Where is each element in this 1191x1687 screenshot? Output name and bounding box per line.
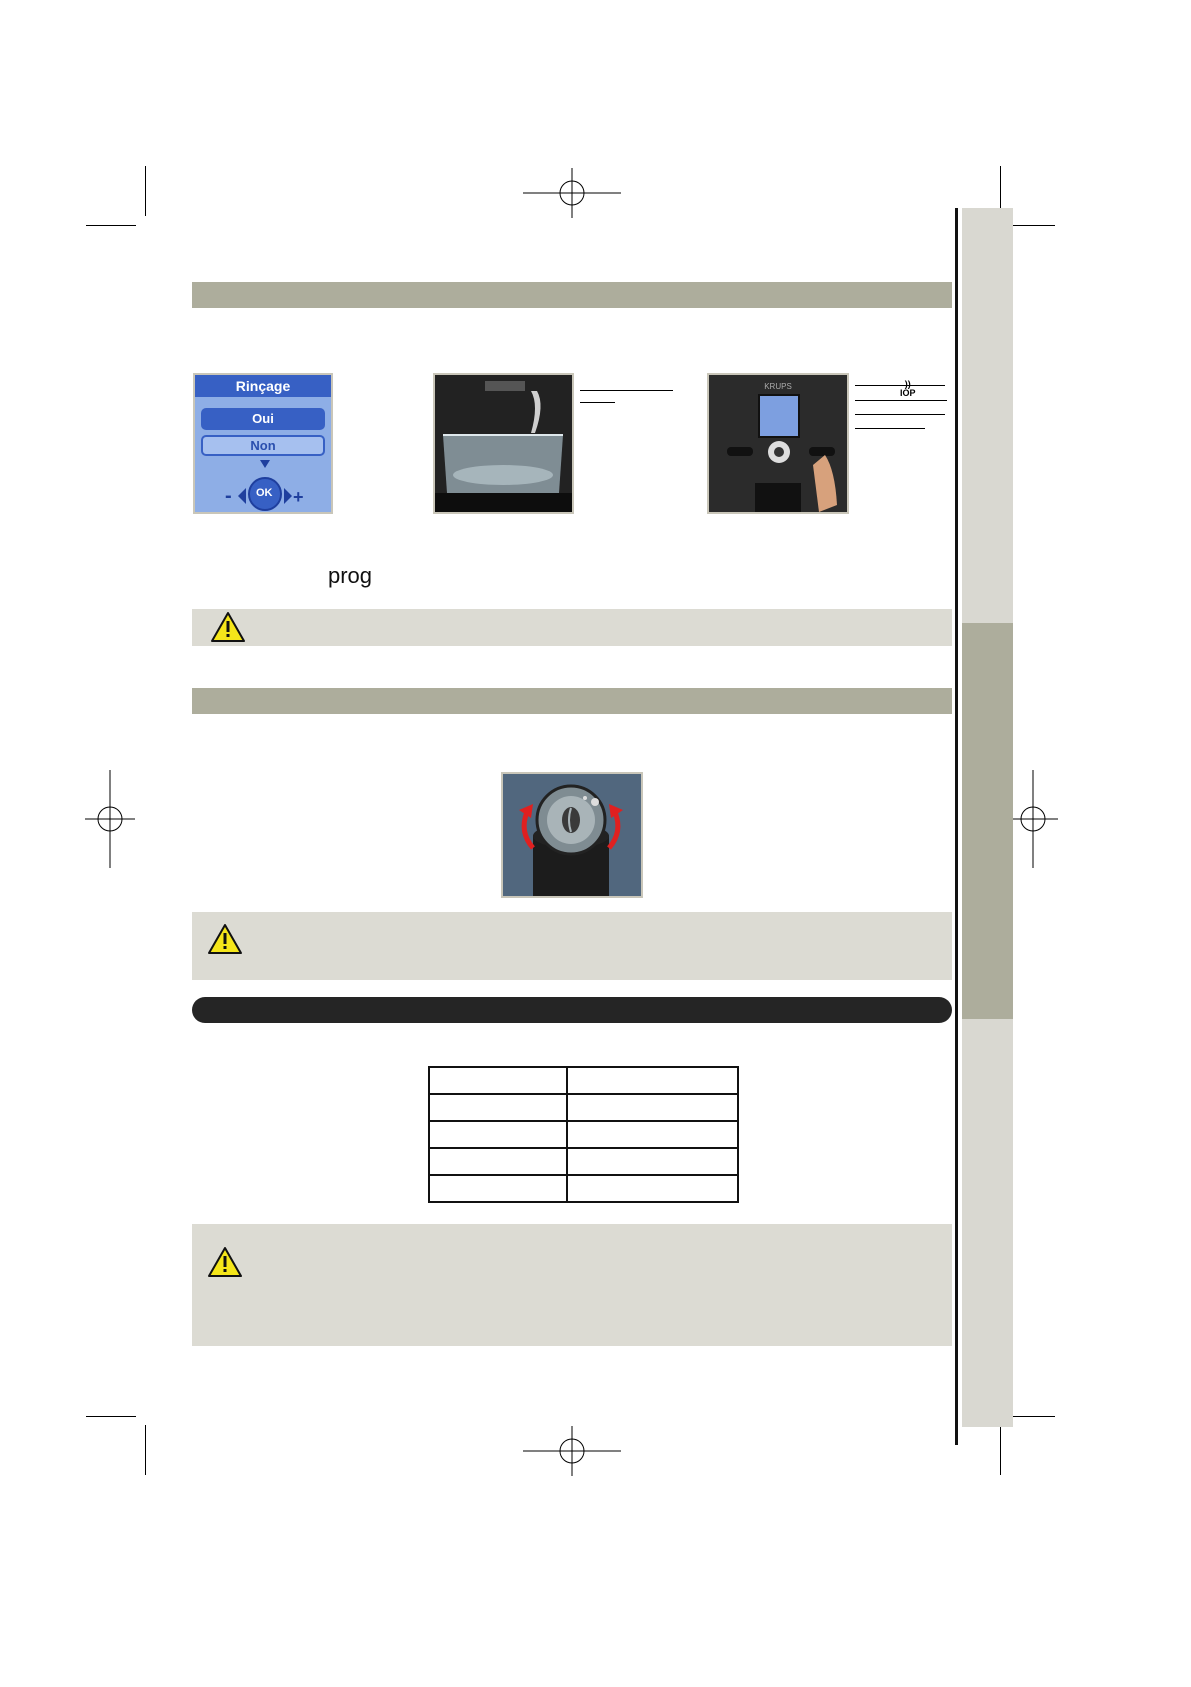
- section-bar-2: [192, 688, 952, 714]
- section-bar-1: [192, 282, 952, 308]
- steam-symbol-icon: )) IOP: [900, 379, 916, 398]
- photo-grind-knob: [501, 772, 643, 898]
- table-row: [429, 1067, 738, 1094]
- side-tab-top: [962, 208, 1013, 623]
- lcd-minus: -: [225, 485, 232, 507]
- registration-mark-right: [1008, 770, 1058, 868]
- lcd-title: Rinçage: [235, 378, 291, 394]
- note-box-2: [192, 912, 952, 980]
- table-row: [429, 1175, 738, 1202]
- settings-table: [428, 1066, 739, 1203]
- table-row: [429, 1094, 738, 1121]
- registration-mark-left: [85, 770, 135, 868]
- table-row: [429, 1148, 738, 1175]
- warning-icon: [210, 611, 246, 643]
- lcd-plus: +: [293, 487, 304, 507]
- control-panel-illustration: [709, 375, 847, 512]
- lcd-title-bar: [195, 375, 331, 397]
- option-no[interactable]: Non: [201, 435, 325, 456]
- callout-line-1b: [580, 402, 615, 403]
- warning-icon: [207, 923, 243, 955]
- lcd-ok-label: OK: [256, 487, 273, 499]
- grind-knob-illustration: [503, 774, 641, 896]
- callout-line-2c: [855, 414, 945, 415]
- side-rule: [955, 208, 958, 1445]
- registration-mark-top: [523, 168, 621, 218]
- table-row: [429, 1121, 738, 1148]
- photo-control-panel: [707, 373, 849, 514]
- registration-mark-bottom: [523, 1426, 621, 1476]
- section-heading-dark: [192, 997, 952, 1023]
- brand-text: KRUPS: [764, 382, 792, 391]
- photo-container-under-spout: [433, 373, 574, 514]
- container-illustration: [435, 375, 572, 512]
- option-yes[interactable]: Oui: [201, 408, 325, 430]
- prog-label: prog: [328, 563, 373, 588]
- callout-line-1a: [580, 390, 673, 391]
- side-tab-bottom: [962, 1019, 1013, 1427]
- warning-icon: [207, 1246, 243, 1278]
- callout-line-2b: [855, 400, 947, 401]
- side-tab-active: [962, 623, 1013, 1019]
- note-box-1: [192, 609, 952, 646]
- lcd-rinse-screen: [193, 373, 333, 514]
- lcd-ok-dial: [230, 460, 300, 512]
- note-box-3: [192, 1224, 952, 1346]
- callout-line-2d: [855, 428, 925, 429]
